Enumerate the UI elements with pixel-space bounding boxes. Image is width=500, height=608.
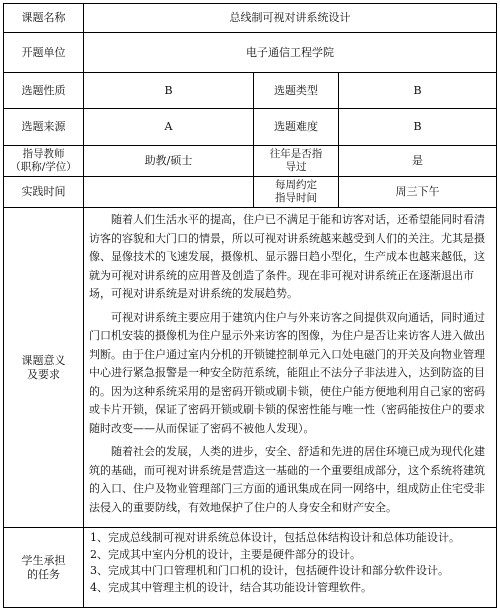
weekly-time-label-line1: 每周约定 — [275, 179, 317, 191]
title-label: 课题名称 — [4, 4, 84, 33]
row-title — [4, 4, 497, 33]
advisor-label-line2: （职称/学位） — [10, 161, 77, 173]
significance-paragraph-2: 可视对讲系统主要应用于建筑内住户与外来访客之间提供双向通话，同时通过门口机安装的摄像机为住户显示外来访客的图像，为住户是否让来访客人进入做出判断。由于住户通过室内分机的开锁键控制单元入口处电磁门的开关及向物业管理中心进行紧急报警是一种安全防范系统，能阻止不法分子非法进入，达到防盗的目的。因为这种系统采用的是密码开锁或刷卡锁，使住户能方便地利用自己家的密码或卡片开锁，保证了密码开锁或刷卡锁的保密性能与唯一性（密码能按住户的要求随时改变——从而保证了密码不被他人发现）。 — [89, 310, 485, 435]
row-significance — [4, 208, 497, 528]
type-value: B — [339, 73, 497, 109]
nature-label: 选题性质 — [4, 73, 84, 109]
task-item: 1、完成总线制可视对讲系统总体设计，包括总体结构设计和总体功能设计。 — [90, 531, 460, 544]
type-label: 选题类型 — [254, 73, 339, 109]
unit-value: 电子通信工程学院 — [84, 33, 497, 73]
difficulty-label: 选题难度 — [254, 109, 339, 146]
tasks-label-line2: 的任务 — [27, 567, 60, 581]
practice-value — [84, 177, 254, 208]
guided-before-label — [254, 146, 339, 177]
row-nature — [4, 73, 497, 109]
practice-label: 实践时间 — [4, 177, 84, 208]
task-item: 3、完成其中门口管理机和门口机的设计，包括硬件设计和部分软件设计。 — [90, 564, 449, 577]
title-value: 总线制可视对讲系统设计 — [84, 4, 497, 33]
row-unit — [4, 33, 497, 73]
row-practice — [4, 177, 497, 208]
difficulty-value: B — [339, 109, 497, 146]
guided-before-label-line1: 往年是否指 — [269, 148, 323, 160]
significance-paragraph-1: 随着人们生活水平的提高，住户已不满足于能和访客对话，还希望能同时看清访客的容貌和大门口的情景，所以可视对讲系统越来越受到人们的关注。尤其是摄像、显像技术的飞速发展，摄像机、显示器日趋小型化，生产成本也越来越低，这就为可视对讲系统的应用普及创造了条件。现在非可视对讲系统正在逐渐退出市场，可视对讲系统是对讲系统的发展趋势。 — [89, 213, 485, 300]
weekly-time-label-line2: 指导时间 — [275, 192, 317, 204]
advisor-label-line1: 指导教师 — [22, 148, 65, 160]
row-source — [4, 109, 497, 146]
significance-label-line1: 课题意义 — [21, 353, 66, 367]
advisor-label — [4, 146, 84, 177]
tasks-label-line1: 学生承担 — [21, 553, 66, 567]
significance-paragraph-3: 随着社会的发展，人类的进步，安全、舒适和先进的居住环境已成为现代化建筑的基础，而可视对讲系统是营造这一基础的一个重要组成部分，这个系统将建筑的入口、住户及物业管理部门三方面的通讯集成在同一网络中，组成防止住宅受非法侵入的重要防线，有效地保护了住户的人身安全和财产安全。 — [89, 445, 485, 514]
project-proposal-table — [3, 3, 497, 608]
significance-body — [84, 208, 497, 528]
task-item: 2、完成其中室内分机的设计，主要是硬件部分的设计。 — [90, 547, 361, 561]
tasks-label — [4, 528, 84, 608]
weekly-time-value: 周三下午 — [339, 177, 497, 208]
task-item: 4、完成其中管理主机的设计，结合其功能设计管理软件。 — [90, 580, 372, 594]
nature-value: B — [84, 73, 254, 109]
tasks-body — [84, 528, 497, 608]
source-value: A — [84, 109, 254, 146]
unit-label: 开题单位 — [4, 33, 84, 73]
guided-before-label-line2: 导过 — [285, 161, 307, 173]
guided-before-value: 是 — [339, 146, 497, 177]
row-tasks — [4, 528, 497, 608]
advisor-value: 助教/硕士 — [84, 146, 254, 177]
weekly-time-label — [254, 177, 339, 208]
row-advisor — [4, 146, 497, 177]
significance-label-line2: 及要求 — [27, 367, 60, 381]
significance-label — [4, 208, 84, 528]
source-label: 选题来源 — [4, 109, 84, 146]
